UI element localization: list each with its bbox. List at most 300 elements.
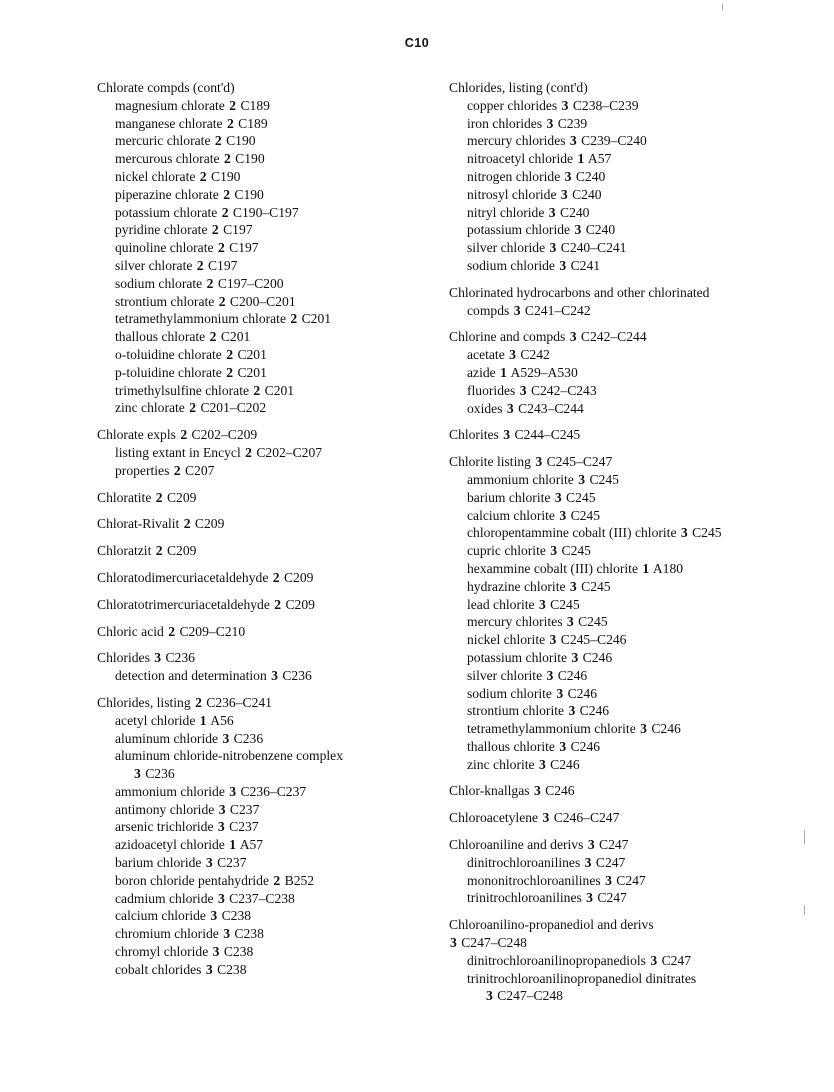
index-subentry [97,765,442,783]
index-subentry [97,783,442,801]
page-reference: C242–C244 [580,329,647,345]
index-heading [97,596,442,614]
page-reference: C241–C242 [524,302,591,318]
entry-term: o-toluidine chlorate [115,346,222,362]
volume-number: 3 [538,596,546,612]
page-reference: C245 [561,543,591,559]
page-reference: C240 [572,186,602,202]
volume-number: 3 [217,819,225,835]
index-subentry [97,168,442,186]
volume-number: 3 [569,329,577,345]
index-subentry [97,382,442,400]
entry-term: barium chloride [115,855,202,871]
entry-term: p-toluidine chlorate [115,364,222,380]
entry-term: Chloric acid [97,623,164,639]
volume-number: 2 [199,168,207,184]
index-subentry [449,115,794,133]
volume-number: 3 [584,854,592,870]
entry-term: nitroacetyl chloride [467,151,574,167]
entry-term: boron chloride pentahydride [115,872,270,888]
page-reference: C245–C246 [560,632,627,648]
volume-number: 2 [209,329,217,345]
entry-term: ammonium chloride [115,783,225,799]
entry-term: sodium chlorite [467,685,552,701]
index-subentry [449,221,794,239]
index-subentry [449,150,794,168]
entry-term: Chloratodimercuriacetaldehyde [97,569,269,585]
entry-term: calcium chloride [115,908,206,924]
entry-term: quinoline chlorate [115,240,214,256]
volume-number: 3 [559,738,567,754]
entry-term: nickel chlorate [115,168,196,184]
entry-term: aluminum chloride-nitrobenzene complex [115,748,343,764]
page-reference: C201 [220,329,251,345]
index-heading [449,453,794,471]
page-reference: C190 [235,151,265,167]
page-reference: C238–C239 [572,97,639,113]
index-subentry [97,364,442,382]
volume-number: 3 [546,667,554,683]
index-heading [97,426,442,444]
volume-number: 3 [134,766,141,782]
volume-number: 3 [578,471,586,487]
page-reference: C237 [217,855,247,871]
entry-term: mercurous chlorate [115,151,220,167]
page-reference: C200–C201 [229,293,296,309]
page-reference: C242–C243 [530,382,597,398]
page-reference: C190 [211,168,241,184]
volume-number: 2 [195,694,202,710]
entry-term: trimethylsulfine chlorate [115,382,250,398]
entry-term: Chlorat-Rivalit [97,516,180,532]
index-entry [449,916,794,1005]
entry-term: magnesium chlorate [115,97,225,113]
page-reference: C247–C248 [497,988,563,1004]
entry-term: Chlorides, listing [97,694,191,710]
entry-term: mercury chlorites [467,614,563,630]
page-reference: C201 [301,311,332,327]
index-subentry [449,542,794,560]
index-subentry [449,987,794,1005]
volume-number: 3 [568,703,576,719]
entry-term: mononitrochloroanilines [467,872,601,888]
volume-number: 3 [571,649,579,665]
index-subentry [449,872,794,890]
page-reference: C236 [282,668,312,684]
volume-number: 3 [542,810,550,826]
page-reference: C247–C248 [461,935,527,951]
page-reference: C247 [595,854,626,870]
scan-speck [722,4,723,10]
entry-term: iron chlorides [467,115,543,131]
volume-number: 3 [218,801,226,817]
index-subentry [97,221,442,239]
page-reference: C245 [570,507,601,523]
index-entry [449,453,794,773]
index-subentry [97,115,442,133]
entry-term: Chloratotrimercuriacetaldehyde [97,596,270,612]
index-subentry [97,730,442,748]
entry-term: trinitrochloroanilinopropanediol dinitrates [467,970,697,986]
entry-term: acetate [467,347,505,363]
page-reference: C236 [145,766,175,782]
index-subentry [97,712,442,730]
volume-number: 2 [223,151,231,167]
page-reference: C246–C247 [553,810,620,826]
index-subentry [449,346,794,364]
volume-number: 3 [533,783,541,799]
index-subentry [449,204,794,222]
index-subentry [449,631,794,649]
index-heading [449,782,794,800]
entry-term: Chlorine and compds [449,329,566,345]
index-heading [449,426,794,444]
volume-number: 3 [229,783,237,799]
index-subentry [97,462,442,480]
volume-number: 3 [548,204,556,220]
index-subentry [97,399,442,417]
index-subentry [449,613,794,631]
entry-term: Chlorides [97,650,150,666]
page-reference: C236 [233,730,264,746]
entry-term: copper chlorides [467,97,558,113]
volume-number: 2 [253,382,261,398]
volume-number: 2 [226,364,234,380]
page-reference: C245 [550,596,580,612]
scan-speck [804,830,805,844]
entry-term: Chlorite listing [449,454,531,470]
entry-term: zinc chlorate [115,400,185,416]
index-subentry [449,257,794,275]
entry-term: Chloroacetylene [449,810,539,826]
page-reference: C190 [226,133,256,149]
index-heading [97,623,442,641]
index-entry [449,79,794,275]
index-subentry [449,889,794,907]
volume-number: 2 [211,222,219,238]
entry-term: chloropentammine cobalt (III) chlorite [467,525,677,541]
volume-number: 2 [206,275,214,291]
index-column-right [449,79,794,1014]
entry-term: Chlorides, listing (cont'd) [449,80,588,95]
entry-term: cupric chlorite [467,543,546,559]
entry-term: strontium chlorate [115,293,215,309]
volume-number: 1 [642,560,650,576]
index-entry [97,649,442,685]
page-reference: C240–C241 [560,240,627,256]
entry-term: dinitrochloroanilinopropanediols [467,952,646,968]
index-subentry [97,818,442,836]
volume-number: 3 [513,302,521,318]
index-subentry [449,854,794,872]
page-reference: C237 [229,819,259,835]
index-subentry [97,97,442,115]
index-subentry [449,489,794,507]
page-reference: C209 [283,569,314,585]
index-heading [97,569,442,587]
volume-number: 2 [226,115,234,131]
volume-number: 3 [640,721,647,737]
volume-number: 2 [245,444,252,460]
entry-term: hexammine cobalt (III) chlorite [467,560,638,576]
volume-number: 3 [486,988,493,1004]
index-subentry [97,257,442,275]
index-entry [97,542,442,560]
index-subentry [449,738,794,756]
volume-number: 2 [214,133,222,149]
index-subentry [97,204,442,222]
page-reference: B252 [284,872,315,888]
index-heading [97,489,442,507]
page-reference: C245 [581,578,611,594]
volume-number: 3 [271,668,278,684]
volume-number: 3 [503,427,511,443]
entry-term: trinitrochloroanilines [467,890,582,906]
page-reference: C247 [599,837,629,853]
volume-number: 3 [506,400,514,416]
index-heading [97,542,442,560]
page-reference: C246 [557,667,588,683]
entry-term: tetramethylammonium chlorite [467,721,636,737]
page-reference: C209 [166,489,197,505]
page-reference: C202–C209 [191,427,258,443]
index-subentry [97,747,442,765]
entry-term: Chlorites [449,427,499,443]
page-reference: A180 [652,560,684,576]
page-reference: C197–C200 [217,275,284,291]
index-subentry [449,239,794,257]
index-subentry [97,943,442,961]
index-subentry [449,507,794,525]
page-number: C10 [404,36,430,50]
page-reference: A56 [210,712,234,728]
index-heading [97,515,442,533]
volume-number: 3 [569,578,577,594]
page-reference: C209 [285,596,315,612]
page-reference: C242 [520,347,550,363]
volume-number: 3 [550,543,558,559]
page-reference: C246 [567,685,598,701]
index-subentry [449,578,794,596]
entry-term: Chlor-knallgas [449,783,530,799]
volume-number: 2 [189,400,197,416]
page-reference: C239 [557,115,588,131]
index-subentry [449,596,794,614]
page-reference: C239–C240 [581,133,647,149]
volume-number: 2 [155,489,163,505]
volume-number: 3 [554,489,562,505]
index-entry [449,782,794,800]
index-column-left [97,79,442,988]
index-subentry [97,801,442,819]
index-heading [449,328,794,346]
index-heading [97,649,442,667]
volume-number: 2 [273,872,281,888]
index-heading [449,916,794,934]
index-subentry [449,168,794,186]
entry-term: aluminum chloride [115,730,219,746]
page-reference: C236 [165,650,195,666]
index-heading [449,809,794,827]
volume-number: 2 [229,97,237,113]
index-subentry [97,346,442,364]
entry-term: detection and determination [115,668,267,684]
index-subentry [449,756,794,774]
entry-term: potassium chlorite [467,649,568,665]
page-reference: C238 [217,961,247,977]
page-reference: C246 [651,721,681,737]
entry-term: calcium chlorite [467,507,555,523]
entry-term: Chlorinated hydrocarbons and other chlorinated [449,284,710,300]
page-reference: C197 [223,222,253,238]
index-subentry [97,836,442,854]
volume-number: 2 [274,596,282,612]
index-subentry [449,702,794,720]
entry-term: nitrogen chloride [467,168,561,184]
entry-term: lead chlorite [467,596,535,612]
index-subentry [97,444,442,462]
index-entry [97,694,442,979]
entry-term: mercury chlorides [467,133,566,149]
index-entry [449,836,794,907]
index-entry [97,79,442,417]
page-reference: C236–C237 [240,783,307,799]
volume-number: 3 [549,632,557,648]
volume-number: 3 [586,890,593,906]
index-subentry [449,934,794,952]
entry-term: sodium chloride [467,257,555,273]
volume-number: 3 [574,222,582,238]
volume-number: 3 [587,837,595,853]
page-reference: C190–C197 [232,204,299,220]
entry-term: listing extant in Encycl [115,444,241,460]
page-reference: C246 [579,703,610,719]
page-reference: C236–C241 [206,694,272,710]
index-subentry [449,471,794,489]
page-reference: C197 [207,257,238,273]
entry-term: dinitrochloroanilines [467,854,581,870]
index-subentry [97,186,442,204]
index-entry [97,515,442,533]
volume-number: 2 [183,516,191,532]
page-reference: C240 [585,222,616,238]
entry-term: barium chlorite [467,489,551,505]
volume-number: 3 [559,507,567,523]
page-reference: C247 [616,872,646,888]
index-subentry [449,685,794,703]
page-reference: C245–C247 [546,454,613,470]
entry-term: Chloroanilino-propanediol and derivs [449,917,654,933]
index-subentry [449,132,794,150]
index-heading [449,836,794,854]
page-reference: C240 [560,204,590,220]
entry-term: acetyl chloride [115,712,196,728]
entry-term: antimony chloride [115,801,215,817]
page-reference: C209 [166,543,197,559]
index-subentry [449,97,794,115]
volume-number: 3 [535,454,543,470]
entry-term: cadmium chloride [115,890,214,906]
index-subentry [97,310,442,328]
index-subentry [97,667,442,685]
volume-number: 2 [290,311,298,327]
index-subentry [449,400,794,418]
index-entry [449,284,794,320]
volume-number: 2 [180,427,188,443]
entry-term: thallous chlorate [115,329,206,345]
index-subentry [97,293,442,311]
entry-term: mercuric chlorate [115,133,211,149]
index-subentry [449,649,794,667]
volume-number: 3 [556,685,564,701]
index-heading [449,284,794,302]
index-subentry [449,364,794,382]
volume-number: 3 [210,908,218,924]
volume-number: 2 [221,204,229,220]
volume-number: 3 [546,115,554,131]
page-reference: C238 [221,908,252,924]
page-reference: C246 [550,756,580,772]
entry-term: manganese chlorate [115,115,223,131]
entry-term: Chloratite [97,489,152,505]
volume-number: 3 [450,935,457,951]
entry-term: sodium chlorate [115,275,203,291]
volume-number: 3 [519,382,527,398]
index-subentry [97,854,442,872]
volume-number: 2 [218,293,226,309]
index-entry [97,596,442,614]
index-subentry [449,382,794,400]
index-subentry [97,872,442,890]
index-subentry [449,952,794,970]
index-subentry [97,961,442,979]
entry-term: Chlorate expls [97,427,176,443]
page-reference: C209–C210 [179,623,246,639]
index-subentry [449,186,794,204]
entry-term: nickel chlorite [467,632,546,648]
volume-number: 3 [205,961,213,977]
page-reference: C243–C244 [518,400,584,416]
page-reference: C202–C207 [256,444,323,460]
volume-number: 2 [226,346,234,362]
entry-term: silver chlorate [115,257,193,273]
volume-number: 1 [500,364,507,380]
page-reference: C197 [229,240,259,256]
page-reference: C238 [223,944,254,960]
entry-term: strontium chlorite [467,703,565,719]
index-subentry [97,925,442,943]
index-entry [97,489,442,507]
page-reference: C189 [238,115,268,131]
volume-number: 3 [222,730,230,746]
scan-speck [804,905,805,915]
index-entry [97,426,442,479]
page-reference: C209 [194,516,225,532]
entry-term: fluorides [467,382,516,398]
page-reference: A529–A530 [510,364,578,380]
index-entry [449,426,794,444]
index-subentry [449,524,794,542]
entry-term: oxides [467,400,503,416]
volume-number: 3 [205,855,213,871]
volume-number: 2 [155,543,163,559]
page-reference: A57 [239,837,264,853]
index-subentry [449,970,794,988]
entry-term: silver chlorite [467,667,543,683]
page-reference: C201 [237,346,267,362]
page-reference: C246 [545,783,575,799]
entry-term: arsenic trichloride [115,819,214,835]
